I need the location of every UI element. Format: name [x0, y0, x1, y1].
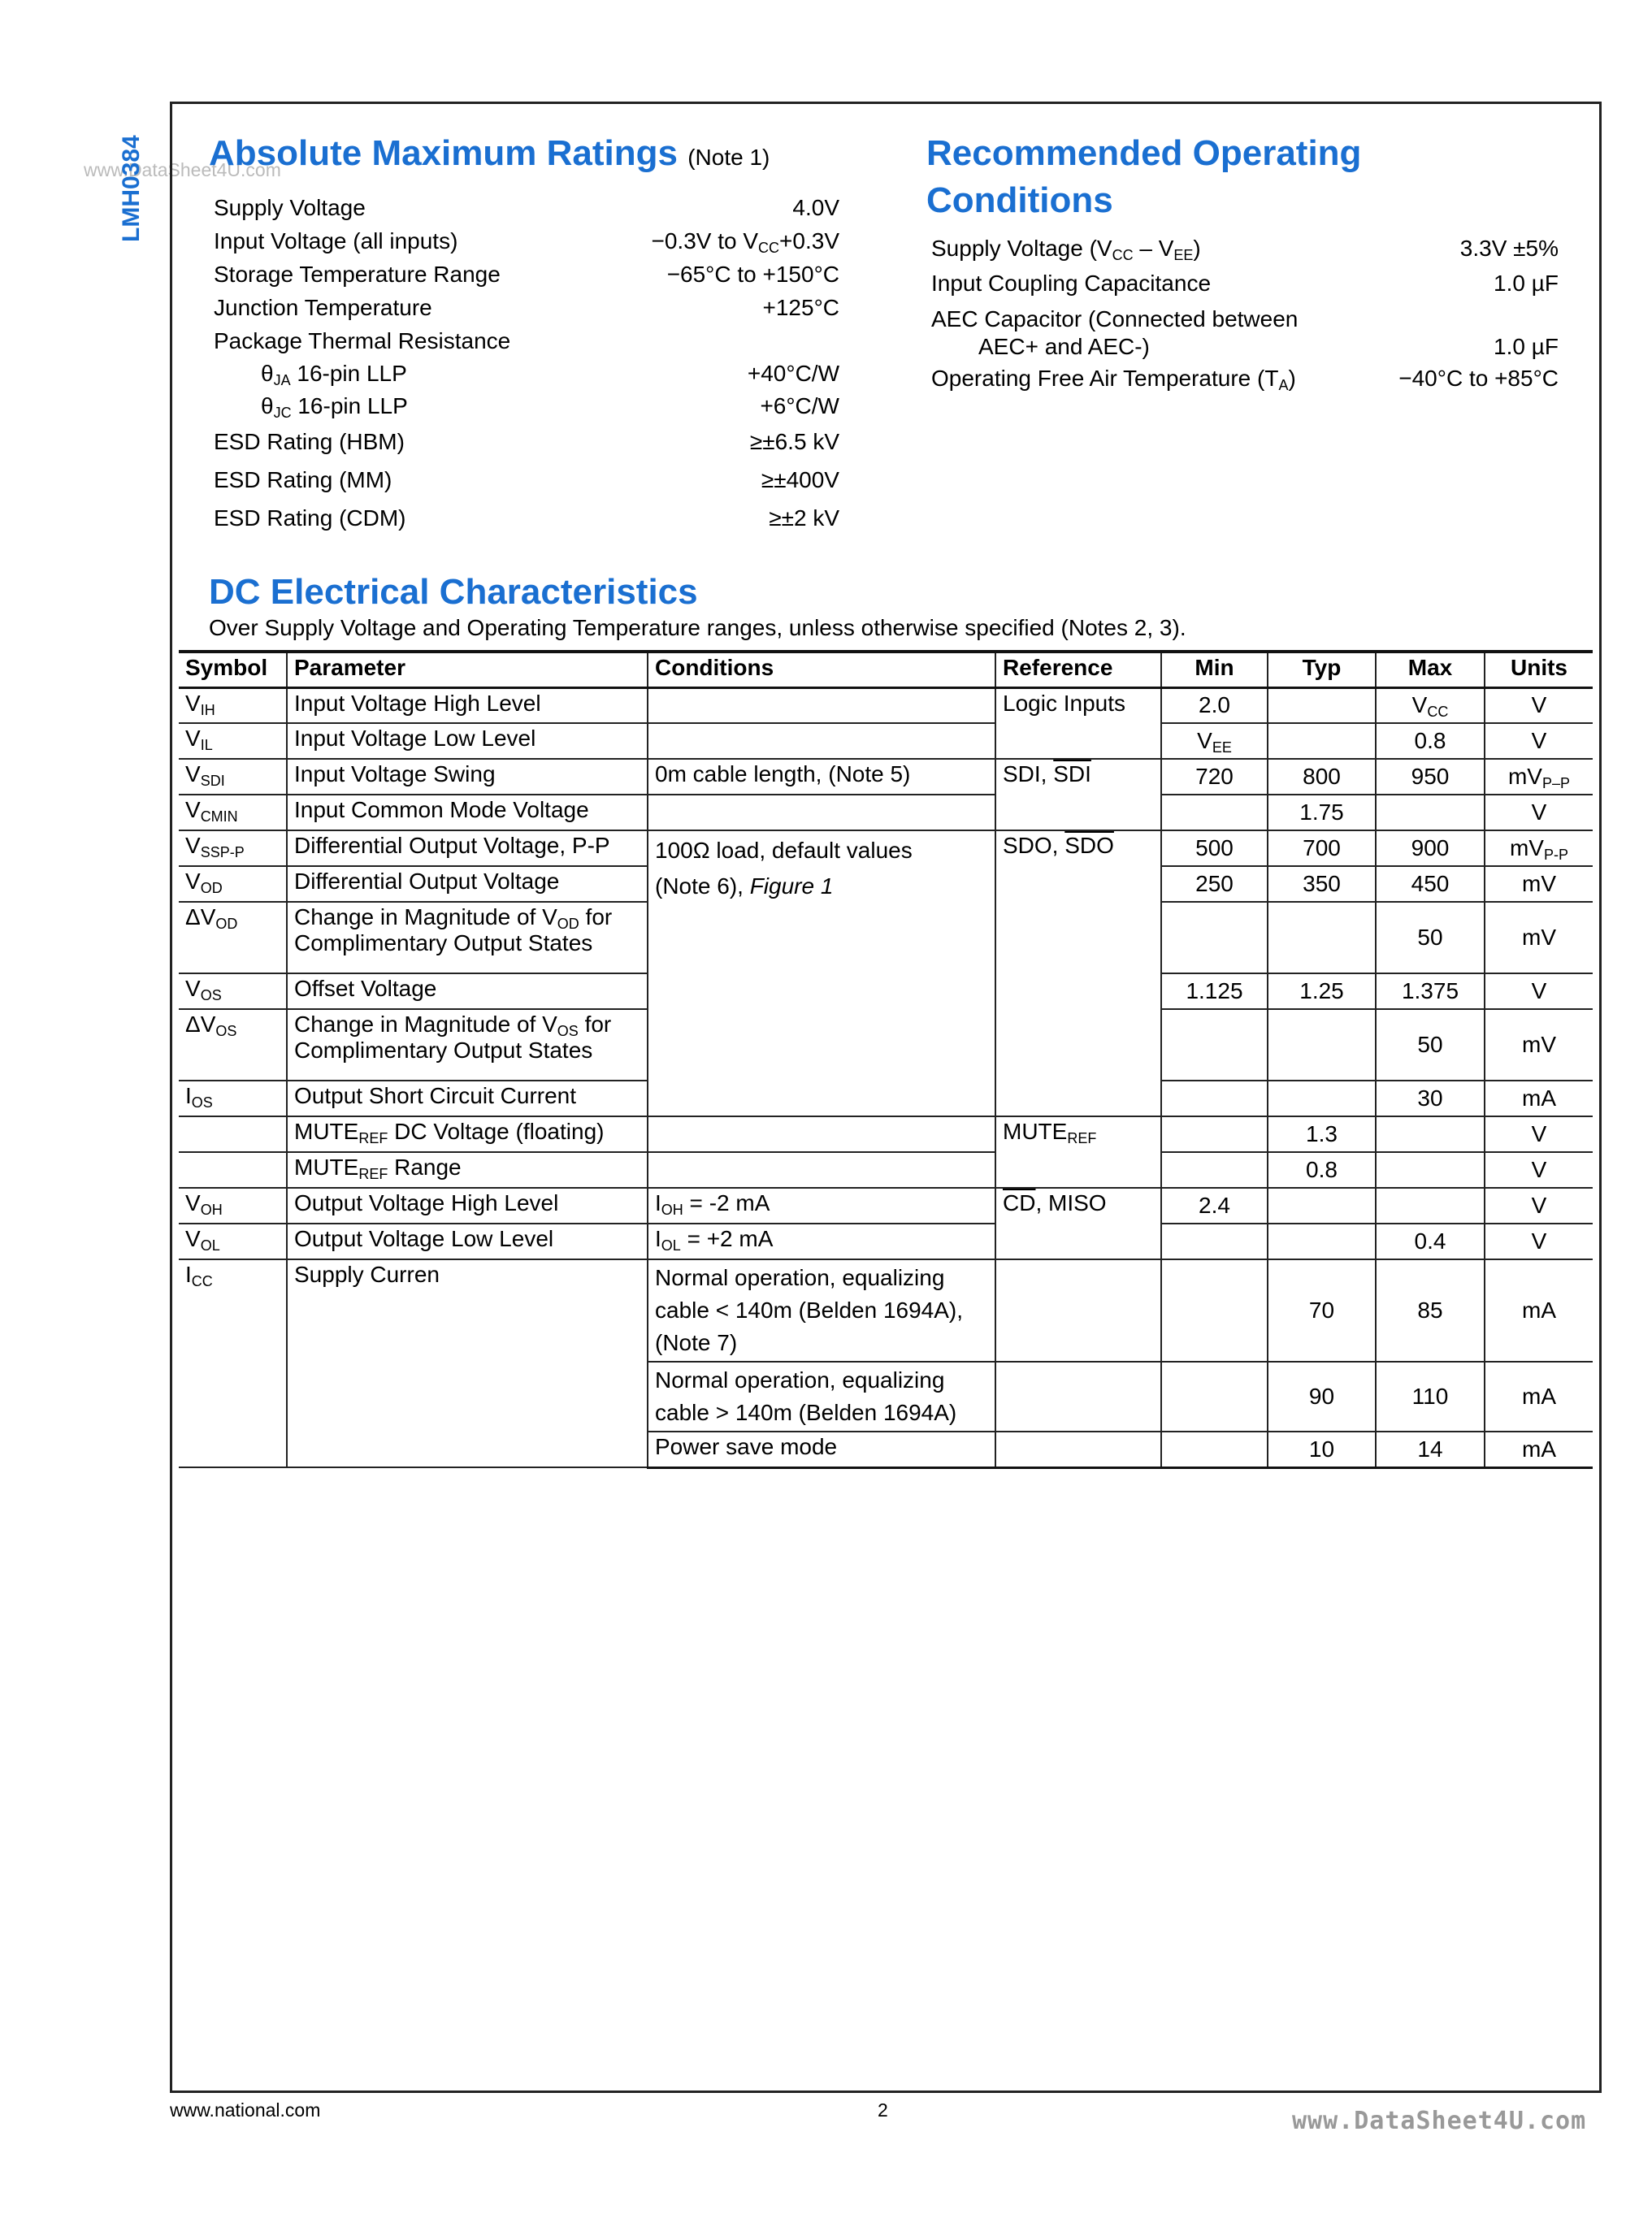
table-row: $I_{CC}$ Supply Curren Normal operation, equalizing cable < 140m (Belden 1694A), (Note 7) 70 85 mA — [179, 1259, 1593, 1362]
col-header: Symbol — [179, 652, 287, 687]
col-header: Conditions — [648, 652, 995, 687]
watermark-top: www.DataSheet4U.com — [84, 159, 281, 180]
dc-title: DC Electrical Characteristics — [209, 572, 698, 612]
rec-op-list — [931, 231, 1559, 396]
abs-item: Input Voltage (all inputs) −0.3V to $V_{CC}+0.3V$ — [214, 228, 839, 256]
rec-item: Operating Free Air Temperature $(T_A)$ −40°C to +85°C — [931, 366, 1559, 393]
abs-max-title: Absolute Maximum Ratings (Note 1) — [209, 133, 770, 173]
abs-max-list — [214, 191, 839, 537]
abs-item: Junction Temperature +125°C — [214, 295, 839, 320]
table-row: $V_{OL}$ Output Voltage Low Level $I_{OL} = +2$ mA 0.4 V — [179, 1224, 1593, 1259]
table-row: $V_{SSP-P}$ Differential Output Voltage, P-P 100Ω load, default values (Note 6), Figure 1 SDO, $\overline{SDO}$ 500 700 900 $mV_{P-P}$ — [179, 830, 1593, 866]
abs-item: ESD Rating (CDM) ≥±2 kV — [214, 505, 839, 531]
table-row: $V_{IL}$ Input Voltage Low Level $V_{EE}$ 0.8 V — [179, 723, 1593, 759]
dc-table — [179, 650, 1593, 1469]
footer-website: www.national.com — [170, 2099, 321, 2121]
table-row: $MUTE_{REF}$ Range 0.8 V — [179, 1152, 1593, 1188]
rec-item: Supply Voltage $(V_{CC} - V_{EE})$ 3.3V ±5% — [931, 236, 1559, 263]
col-header: Reference — [995, 652, 1161, 687]
table-row: $V_{OH}$ Output Voltage High Level $I_{OH} = -2$ mA $\overline{CD}$, MISO 2.4 V — [179, 1188, 1593, 1224]
table-row: $\Delta V_{OD}$ Change in Magnitude of $V_{OD}$ for Complimentary Output States 50 mV — [179, 902, 1593, 973]
page-number: 2 — [878, 2099, 888, 2121]
table-row: $\Delta V_{OS}$ Change in Magnitude of $V_{OS}$ for Complimentary Output States 50 mV — [179, 1009, 1593, 1081]
col-header: Typ — [1268, 652, 1376, 687]
dc-note: Over Supply Voltage and Operating Temperature ranges, unless otherwise specified (Notes 2, 3). — [209, 615, 1186, 640]
col-header: Units — [1485, 652, 1593, 687]
abs-item: $\theta_{JA}$ 16-pin LLP +40°C/W — [261, 361, 839, 388]
abs-max-note: (Note 1) — [687, 145, 770, 170]
abs-item: Supply Voltage 4.0V — [214, 195, 839, 220]
table-header — [179, 652, 1593, 687]
col-header: Parameter — [287, 652, 648, 687]
table-row: $V_{OD}$ Differential Output Voltage 250 350 450 mV — [179, 866, 1593, 902]
footer-watermark: www.DataSheet4U.com — [1292, 2107, 1587, 2135]
abs-item: ESD Rating (MM) ≥±400V — [214, 467, 839, 492]
side-part-number: LMH0384 — [118, 135, 145, 242]
abs-item: Package Thermal Resistance — [214, 328, 511, 353]
table-row: Normal operation, equalizing cable > 140m (Belden 1694A) 90 110 mA — [179, 1362, 1593, 1432]
table-row: $MUTE_{REF}$ DC Voltage (floating) $MUTE_{REF}$ 1.3 V — [179, 1116, 1593, 1152]
table-row: Power save mode 10 14 mA — [179, 1432, 1593, 1467]
col-header: Max — [1376, 652, 1485, 687]
abs-item: Storage Temperature Range −65°C to +150°C — [214, 262, 839, 287]
rec-op-title: Recommended Operating Conditions — [926, 133, 1362, 220]
table-row: $V_{CMIN}$ Input Common Mode Voltage 1.75 V — [179, 795, 1593, 830]
abs-item: ESD Rating (HBM) ≥±6.5 kV — [214, 429, 839, 454]
rec-item: AEC Capacitor (Connected between AEC+ and AEC-) 1.0 µF — [931, 306, 1559, 359]
table-row: $V_{IH}$ Input Voltage High Level Logic Inputs 2.0 $V_{CC}$ V — [179, 687, 1593, 723]
table-row: $I_{OS}$ Output Short Circuit Current 30 mA — [179, 1081, 1593, 1116]
table-row: $V_{SDI}$ Input Voltage Swing 0m cable length, (Note 5) SDI, $\overline{SDI}$ 720 800 950 $mV_{P-P}$ — [179, 759, 1593, 795]
col-header: Min — [1161, 652, 1268, 687]
table-row: $V_{OS}$ Offset Voltage 1.125 1.25 1.375 V — [179, 973, 1593, 1009]
rec-item: Input Coupling Capacitance 1.0 µF — [931, 271, 1559, 296]
abs-item: $\theta_{JC}$ 16-pin LLP +6°C/W — [261, 393, 839, 421]
